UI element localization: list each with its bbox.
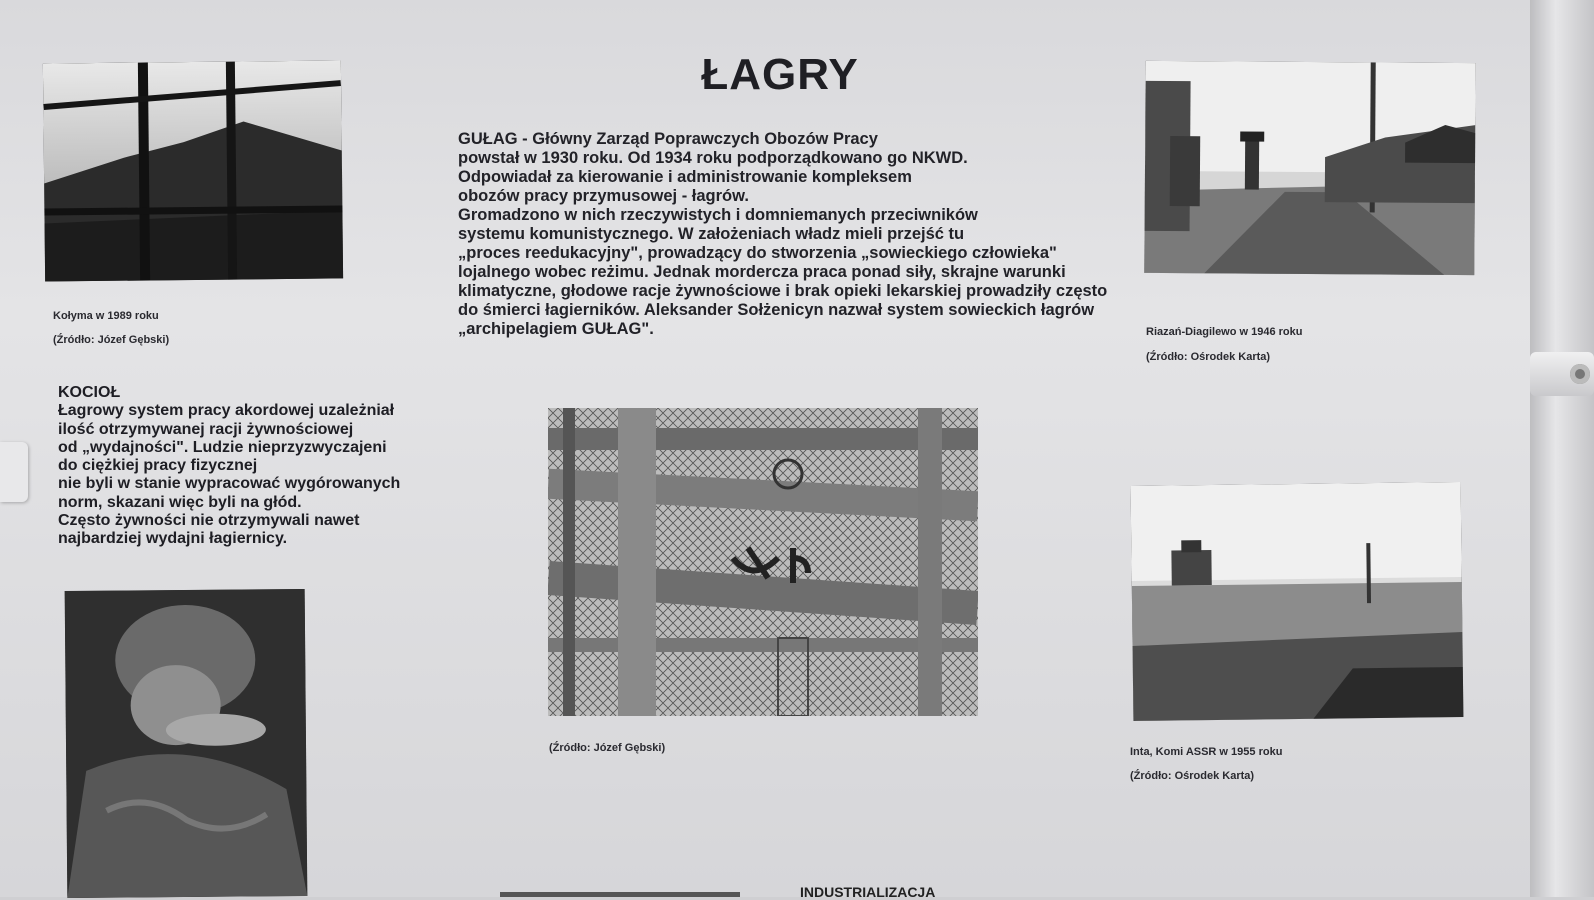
mounting-pipe — [1530, 0, 1594, 897]
next-section-heading: INDUSTRIALIZACJA — [800, 884, 936, 900]
kociol-line: Łagrowy system pracy akordowej uzależniał — [58, 402, 395, 420]
board-title: ŁAGRY — [701, 50, 859, 99]
source-kolyma: (Źródło: Józef Gębski) — [53, 334, 170, 346]
kociol-line: najbardziej wydajni łagiernicy. — [58, 530, 288, 548]
caption-kolyma: Kołyma w 1989 roku — [53, 310, 159, 322]
photo-riazan — [1144, 61, 1475, 275]
source-inta: (Źródło: Ośrodek Karta) — [1130, 770, 1255, 782]
photo-prisoner-bowl — [65, 589, 308, 898]
source-center: (Źródło: Józef Gębski) — [549, 742, 666, 754]
main-text-line: do śmierci łagierników. Aleksander Sołżenicyn nazwał system sowieckich łagrów — [458, 301, 1095, 319]
caption-riazan: Riazań-Diagilewo w 1946 roku — [1146, 326, 1303, 338]
photo-center-fence — [548, 408, 978, 716]
main-text-line: „archipelagiem GUŁAG". — [458, 320, 654, 338]
kociol-section — [58, 384, 458, 549]
main-text-line: obozów pracy przymusowej - łagrów. — [458, 187, 749, 205]
caption-inta: Inta, Komi ASSR w 1955 roku — [1130, 746, 1283, 758]
source-riazan: (Źródło: Ośrodek Karta) — [1146, 351, 1271, 363]
kociol-heading: KOCIOŁ — [58, 384, 121, 401]
main-description — [458, 130, 1148, 339]
main-text-line: GUŁAG - Główny Zarząd Poprawczych Obozów Pracy — [458, 130, 878, 148]
main-text-line: „proces reedukacyjny", prowadzący do stworzenia „sowieckiego człowieka" — [458, 244, 1057, 262]
bracket-screw-icon — [1570, 364, 1590, 384]
main-text-line: Gromadzono w nich rzeczywistych i domniemanych przeciwników — [458, 206, 978, 224]
main-text-line: Odpowiadał za kierowanie i administrowanie kompleksem — [458, 168, 912, 186]
kociol-line: norm, skazani więc byli na głód. — [58, 493, 302, 511]
photo-inta — [1131, 482, 1464, 721]
main-text-line: systemu komunistycznego. W założeniach władz mieli przejść tu — [458, 225, 965, 243]
kociol-line: nie byli w stanie wypracować wygórowanych — [58, 475, 401, 493]
main-text-line: powstał w 1930 roku. Od 1934 roku podporządkowano go NKWD. — [458, 149, 968, 167]
board-clip — [0, 442, 28, 502]
kociol-line: ilość otrzymywanej racji żywnościowej — [58, 420, 354, 438]
kociol-line: od „wydajności". Ludzie nieprzyzwyczajeni — [58, 438, 387, 456]
kociol-line: Często żywności nie otrzymywali nawet — [58, 512, 360, 530]
main-text-line: lojalnego wobec reżimu. Jednak mordercza praca ponad siły, skrajne warunki — [458, 263, 1066, 281]
photo-kolyma — [43, 60, 343, 281]
main-text-line: klimatyczne, głodowe racje żywnościowe i brak opieki lekarskiej prowadziły często — [458, 282, 1108, 300]
kociol-line: do ciężkiej pracy fizycznej — [58, 457, 258, 475]
bottom-photo-edge — [500, 892, 740, 897]
